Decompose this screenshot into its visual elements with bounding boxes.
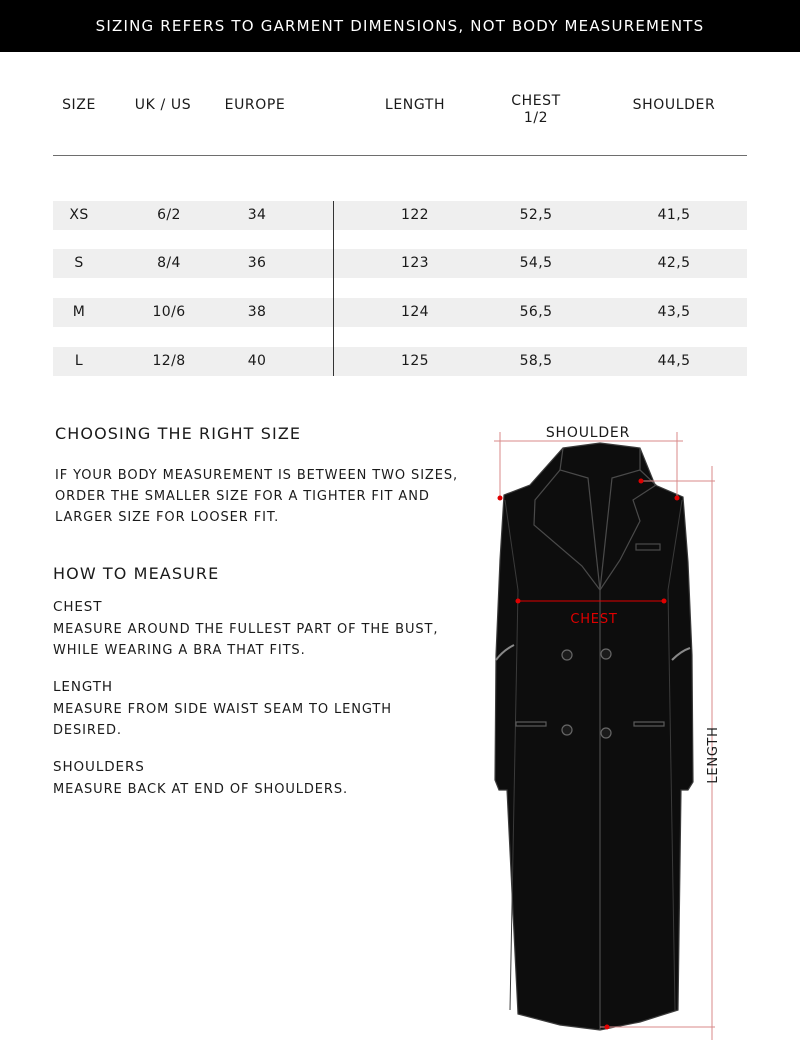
cell-chest: 52,5	[519, 207, 553, 223]
measure-label-shoulders: SHOULDERS	[53, 759, 145, 775]
cell-europe: 36	[247, 255, 267, 271]
header-length: LENGTH	[384, 97, 446, 113]
cell-size: L	[74, 353, 84, 369]
length-marker-bottom	[605, 1025, 610, 1030]
cell-uk-us: 6/2	[157, 207, 181, 223]
measure-text: WHILE WEARING A BRA THAT FITS.	[53, 643, 306, 658]
measure-label-length: LENGTH	[53, 679, 113, 695]
choosing-title: CHOOSING THE RIGHT SIZE	[55, 424, 302, 443]
cell-europe: 34	[247, 207, 267, 223]
cell-length: 124	[401, 304, 429, 320]
header-divider	[53, 155, 747, 156]
cell-uk-us: 12/8	[152, 353, 186, 369]
cell-size: M	[72, 304, 86, 320]
length-label: LENGTH	[706, 726, 721, 784]
header-size: SIZE	[62, 97, 96, 113]
choosing-line: IF YOUR BODY MEASUREMENT IS BETWEEN TWO SIZES,	[55, 468, 459, 483]
chest-label: CHEST	[570, 612, 618, 627]
cell-size: S	[74, 255, 84, 271]
length-marker-top	[639, 479, 644, 484]
how-to-measure-title: HOW TO MEASURE	[53, 564, 220, 583]
shoulder-marker-left	[498, 496, 503, 501]
cell-shoulder: 42,5	[657, 255, 691, 271]
cell-chest: 58,5	[519, 353, 553, 369]
sizing-banner	[0, 0, 800, 52]
measure-label-chest: CHEST	[53, 599, 103, 615]
table-row	[53, 249, 747, 278]
header-chest-line2: 1/2	[523, 110, 549, 126]
chest-marker-right	[662, 599, 667, 604]
cell-europe: 40	[247, 353, 267, 369]
choosing-line: ORDER THE SMALLER SIZE FOR A TIGHTER FIT AND	[55, 489, 430, 504]
measure-text: MEASURE AROUND THE FULLEST PART OF THE BUST,	[53, 622, 439, 637]
button-icon	[601, 728, 611, 738]
cell-shoulder: 43,5	[657, 304, 691, 320]
cell-length: 123	[401, 255, 429, 271]
chest-marker-left	[516, 599, 521, 604]
header-chest-line1: CHEST	[511, 93, 561, 109]
button-icon	[601, 649, 611, 659]
cell-europe: 38	[247, 304, 267, 320]
header-europe: EUROPE	[224, 97, 286, 113]
measure-text: MEASURE BACK AT END OF SHOULDERS.	[53, 782, 349, 797]
header-shoulder: SHOULDER	[632, 97, 716, 113]
cell-chest: 54,5	[519, 255, 553, 271]
button-icon	[562, 650, 572, 660]
button-icon	[562, 725, 572, 735]
measure-text: MEASURE FROM SIDE WAIST SEAM TO LENGTH	[53, 702, 392, 717]
cell-uk-us: 8/4	[157, 255, 181, 271]
cell-shoulder: 44,5	[657, 353, 691, 369]
cell-shoulder: 41,5	[657, 207, 691, 223]
cell-length: 122	[401, 207, 429, 223]
column-divider	[333, 201, 334, 376]
banner-text: SIZING REFERS TO GARMENT DIMENSIONS, NOT BODY MEASUREMENTS	[95, 17, 705, 35]
cell-size: XS	[69, 207, 89, 223]
cell-chest: 56,5	[519, 304, 553, 320]
header-uk-us: UK / US	[134, 97, 192, 113]
shoulder-label: SHOULDER	[545, 425, 631, 441]
shoulder-marker-right	[675, 496, 680, 501]
header-chest	[495, 93, 577, 127]
cell-uk-us: 10/6	[152, 304, 186, 320]
measure-text: DESIRED.	[53, 723, 122, 738]
choosing-line: LARGER SIZE FOR LOOSER FIT.	[55, 510, 280, 525]
table-row	[53, 201, 747, 230]
coat-measurement-diagram	[470, 415, 770, 1055]
table-row	[53, 347, 747, 376]
table-row	[53, 298, 747, 327]
cell-length: 125	[401, 353, 429, 369]
